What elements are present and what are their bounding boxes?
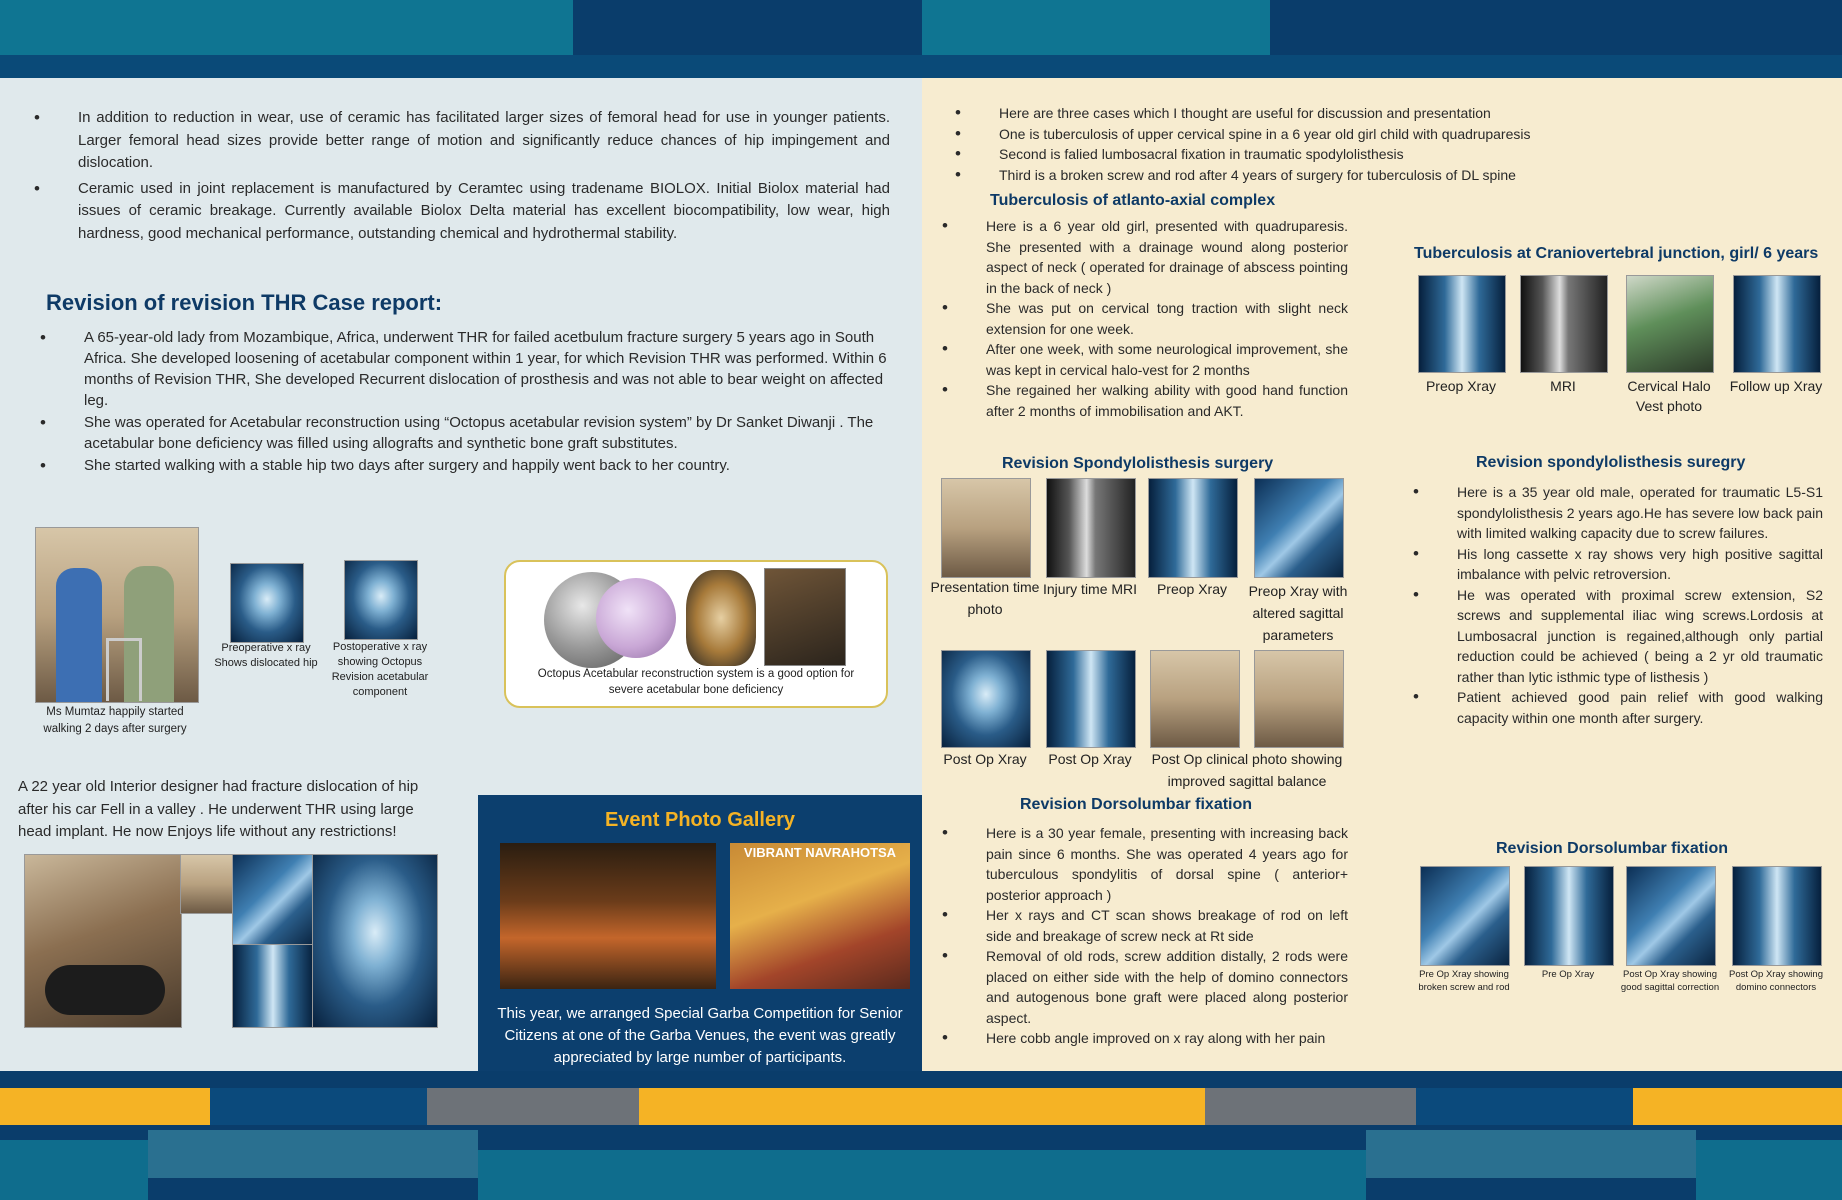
dl-postop-domino-xray <box>1732 866 1822 966</box>
cvj-caption-followup: Follow up Xray <box>1729 378 1823 394</box>
patient-walking-photo <box>35 527 199 703</box>
spondy-caption-clinical: Post Op clinical photo showing improved sagittal balance <box>1151 751 1343 789</box>
tb-case-bullet <box>942 339 1348 380</box>
dl-caption-domino: Post Op Xray showing domino connectors <box>1729 969 1823 993</box>
footer-stripe-navy-1 <box>210 1088 427 1125</box>
footer-block-teal-4 <box>922 1150 1366 1200</box>
dl-photo-title: Revision Dorsolumbar fixation <box>1496 840 1729 857</box>
designer-case-text: A 22 year old Interior designer had fracture dislocation of hip after his car Fell in a valley . He underwent THR using large head implant. He now Enjoys life without any restrictions! <box>18 778 419 840</box>
cases-intro-bullet <box>955 103 1555 124</box>
thr-case-bullet-text: She started walking with a stable hip two days after surgery and happily went back to her country. <box>84 457 730 474</box>
footer-stripe-gold-2 <box>639 1088 922 1125</box>
ceramic-bullet-text: In addition to reduction in wear, use of ceramic has facilitated larger sizes of femoral head for use in younger patients. Larger femoral head sizes provide better range of motion and significantly reduce chances of hip impingement and dislocation. <box>78 109 890 171</box>
spondy-case-bullet <box>1413 585 1823 688</box>
designer-ct-scan <box>232 944 314 1028</box>
dl-case-bullet <box>942 905 1348 946</box>
ceramic-bullet <box>34 107 890 175</box>
event-gallery-panel <box>478 795 922 1071</box>
banner-text: VIBRANT NAVRAHOTSA <box>743 845 897 860</box>
header-band-teal-mid <box>922 0 1270 55</box>
dl-case-bullet <box>942 1028 1348 1049</box>
cases-intro-bullet <box>955 165 1555 186</box>
thr-case-title: Revision of revision THR Case report: <box>46 290 443 315</box>
spondy-case-text: Here is a 35 year old male, operated for traumatic L5-S1 spondylolisthesis 2 years ago.He has severe low back pain with limited walking capacity due to screw failures. <box>1457 484 1823 541</box>
cvj-photo-title: Tuberculosis at Craniovertebral junction, girl/ 6 years <box>1414 245 1819 262</box>
header-band-teal-left <box>0 0 573 55</box>
designer-family-photo <box>180 854 234 914</box>
octopus-cage-image <box>686 570 756 666</box>
thr-case-bullet <box>40 455 896 476</box>
dl-preop-xray <box>1524 866 1614 966</box>
cases-intro-text: One is tuberculosis of upper cervical spine in a 6 year old girl child with quadruparesis <box>999 125 1531 142</box>
dl-case-text: Her x rays and CT scan shows breakage of rod on left side and breakage of screw neck at Rt side <box>986 907 1348 944</box>
spondy-case-bullet <box>1413 544 1823 585</box>
dl-preop-broken-xray <box>1420 866 1510 966</box>
gallery-text: This year, we arranged Special Garba Competition for Senior Citizens at one of the Garba Venues, the event was greatly appreciated by large number of participants. <box>497 1005 903 1066</box>
spondy-preop-xray <box>1148 478 1238 578</box>
cases-intro-text: Third is a broken screw and rod after 4 years of surgery for tuberculosis of DL spine <box>999 166 1516 183</box>
thr-case-bullet-text: She was operated for Acetabular reconstruction using “Octopus acetabular revision system” by Dr Sanket Diwanji . The acetabular bone deficiency was filled using allografts and synthetic bone graft substitutes. <box>84 414 874 452</box>
tb-case-bullet <box>942 380 1348 421</box>
spondy-caption-presentation: Presentation time photo <box>930 579 1040 617</box>
spondy-case-bullet <box>1413 687 1823 728</box>
footer-block-teal-2 <box>148 1130 478 1178</box>
footer-stripe-gold-3 <box>922 1088 1205 1125</box>
footer-stripe-navy-2 <box>1416 1088 1633 1125</box>
cases-intro-bullet <box>955 124 1555 145</box>
spondy-caption-postop-1: Post Op Xray <box>943 751 1027 767</box>
spondy-caption-sagittal: Preop Xray with altered sagittal parameters <box>1248 583 1348 643</box>
footer-stripe-grey-1 <box>427 1088 639 1125</box>
tb-case-bullets <box>942 216 1348 421</box>
cvj-followup-xray <box>1733 275 1821 373</box>
header-band-navy <box>573 0 922 55</box>
spondy-case-bullet <box>1413 482 1823 544</box>
spondy-postop-clinical-photo-1 <box>1150 650 1240 748</box>
spondy-presentation-photo <box>941 478 1031 578</box>
footer-block-teal-6 <box>1696 1140 1842 1200</box>
cvj-caption-mri: MRI <box>1550 378 1576 394</box>
spondy-case-bullets <box>1413 482 1823 728</box>
thr-case-bullet <box>40 327 896 411</box>
dl-case-title: Revision Dorsolumbar fixation <box>1020 796 1253 813</box>
walker-frame <box>106 638 142 701</box>
cases-intro-text: Here are three cases which I thought are useful for discussion and presentation <box>999 105 1491 121</box>
dl-caption-correction: Post Op Xray showing good sagittal correction <box>1620 969 1720 993</box>
footer-stripe-grey-2 <box>1205 1088 1416 1125</box>
spondy-case-text: He was operated with proximal screw extension, S2 screws and supplemental iliac wing screws.Lordosis at Lumbosacral junction is regained,although only partial reduction could be achieved ( being a 2 yr old traumatic rather than lytic isthmic type of listhesis ) <box>1457 586 1823 685</box>
tb-case-bullet <box>942 216 1348 298</box>
postop-hip-xray <box>344 560 418 640</box>
spondy-injury-mri <box>1046 478 1136 578</box>
cases-intro-bullet <box>955 144 1555 165</box>
doctor-figure <box>56 568 102 702</box>
cases-intro-bullets <box>955 103 1555 185</box>
cvj-caption-preop: Preop Xray <box>1425 378 1497 394</box>
tb-case-title: Tuberculosis of atlanto-axial complex <box>990 192 1276 209</box>
postop-hip-caption: Postoperative x ray showing Octopus Revision acetabular component <box>331 641 429 698</box>
tb-case-text: After one week, with some neurological improvement, she was kept in cervical halo-vest for 2 months <box>986 341 1348 378</box>
ceramic-liner-image <box>596 578 676 658</box>
dl-caption-broken: Pre Op Xray showing broken screw and rod <box>1418 969 1510 993</box>
spondy-postop-clinical-photo-2 <box>1254 650 1344 748</box>
dl-case-bullets <box>942 823 1348 1049</box>
dl-case-text: Here is a 30 year female, presenting with increasing back pain since 6 months. She was operated 4 years ago for tuberculous spondylitis of dorsal spine ( anterior+ posterior approach ) <box>986 825 1348 903</box>
octopus-system-box <box>504 560 888 708</box>
dl-case-bullet <box>942 946 1348 1028</box>
preop-hip-xray <box>230 563 304 643</box>
spondy-caption-mri: Injury time MRI <box>1042 581 1138 597</box>
spondy-case-text: Patient achieved good pain relief with good walking capacity within one month after surgery. <box>1457 689 1823 726</box>
spondy-photo-title: Revision Spondylolisthesis surgery <box>1002 455 1274 472</box>
footer-stripe-gold-1 <box>0 1088 210 1125</box>
cases-intro-text: Second is falied lumbosacral fixation in traumatic spodylolisthesis <box>999 146 1404 162</box>
dl-postop-correction-xray <box>1626 866 1716 966</box>
header-band-navy-right <box>1270 0 1842 55</box>
award-ceremony-photo <box>730 843 910 989</box>
spondy-postop-xray-2 <box>1046 650 1136 748</box>
footer-block-teal-5 <box>1366 1130 1696 1178</box>
designer-motorbike-photo <box>24 854 182 1028</box>
thr-case-bullet <box>40 412 896 454</box>
spondy-preop-sagittal-xray <box>1254 478 1344 578</box>
spondy-caption-postop-2: Post Op Xray <box>1048 751 1132 767</box>
spondy-caption-preop: Preop Xray <box>1156 581 1228 597</box>
cvj-halo-vest-photo <box>1626 275 1714 373</box>
tb-case-text: She was put on cervical tong traction with slight neck extension for one week. <box>986 300 1348 337</box>
octopus-caption: Octopus Acetabular reconstruction system is a good option for severe acetabular bone deficiency <box>537 668 855 696</box>
dl-case-bullet <box>942 823 1348 905</box>
tb-case-text: Here is a 6 year old girl, presented with quadruparesis. She presented with a drainage wound along posterior aspect of neck ( operated for drainage of abscess pointing in the back of neck ) <box>986 218 1348 296</box>
cvj-caption-halo: Cervical Halo Vest photo <box>1627 378 1711 414</box>
patient-caption: Ms Mumtaz happily started walking 2 days after surgery <box>43 706 187 735</box>
footer-stripe-gold-4 <box>1633 1088 1842 1125</box>
dl-case-text: Removal of old rods, screw addition distally, 2 rods were placed on either side with the help of domino connectors and autogenous bone graft were placed along posterior aspect. <box>986 948 1348 1026</box>
ceramic-bullets <box>34 107 890 245</box>
tb-case-text: She regained her walking ability with good hand function after 2 months of immobilisation and AKT. <box>986 382 1348 419</box>
octopus-device-photo <box>764 568 846 666</box>
gallery-title: Event Photo Gallery <box>604 809 796 831</box>
dl-case-text: Here cobb angle improved on x ray along with her pain <box>986 1030 1326 1046</box>
designer-pelvis-xray <box>232 854 314 946</box>
garba-dance-photo <box>500 843 716 989</box>
thr-case-bullets <box>40 327 896 476</box>
footer-block-teal-1 <box>0 1140 148 1200</box>
motorbike-shape <box>45 965 165 1015</box>
footer-block-teal-3 <box>478 1150 922 1200</box>
thr-case-bullet-text: A 65-year-old lady from Mozambique, Africa, underwent THR for failed acetbulum fracture surgery 5 years ago in South Africa. She developed loosening of acetabular component within 1 year, for which Revision THR was performed. Within 6 months of Revision THR, She developed Recurrent dislocation of prosthesis and was not able to bear weight on affected leg. <box>84 329 887 409</box>
dl-caption-preop: Pre Op Xray <box>1541 969 1595 980</box>
tb-case-bullet <box>942 298 1348 339</box>
preop-hip-caption: Preoperative x ray Shows dislocated hip <box>214 642 318 669</box>
cvj-preop-xray <box>1418 275 1506 373</box>
spondy-case-title: Revision spondylolisthesis suregry <box>1476 454 1746 471</box>
spondy-postop-xray-1 <box>941 650 1031 748</box>
ceramic-bullet <box>34 178 890 246</box>
spondy-case-text: His long cassette x ray shows very high positive sagittal imbalance with pelvic retroversion. <box>1457 545 1823 582</box>
cvj-mri <box>1520 275 1608 373</box>
ceramic-bullet-text: Ceramic used in joint replacement is manufactured by Ceramtec using tradename BIOLOX. Initial Biolox material had issues of ceramic breakage. Currently available Biolox Delta material has excellent biocompatibility, low wear, high hardness, good mechanical performance, outstanding chemical and hydrothermal stability. <box>78 179 890 242</box>
designer-thr-xray <box>312 854 438 1028</box>
